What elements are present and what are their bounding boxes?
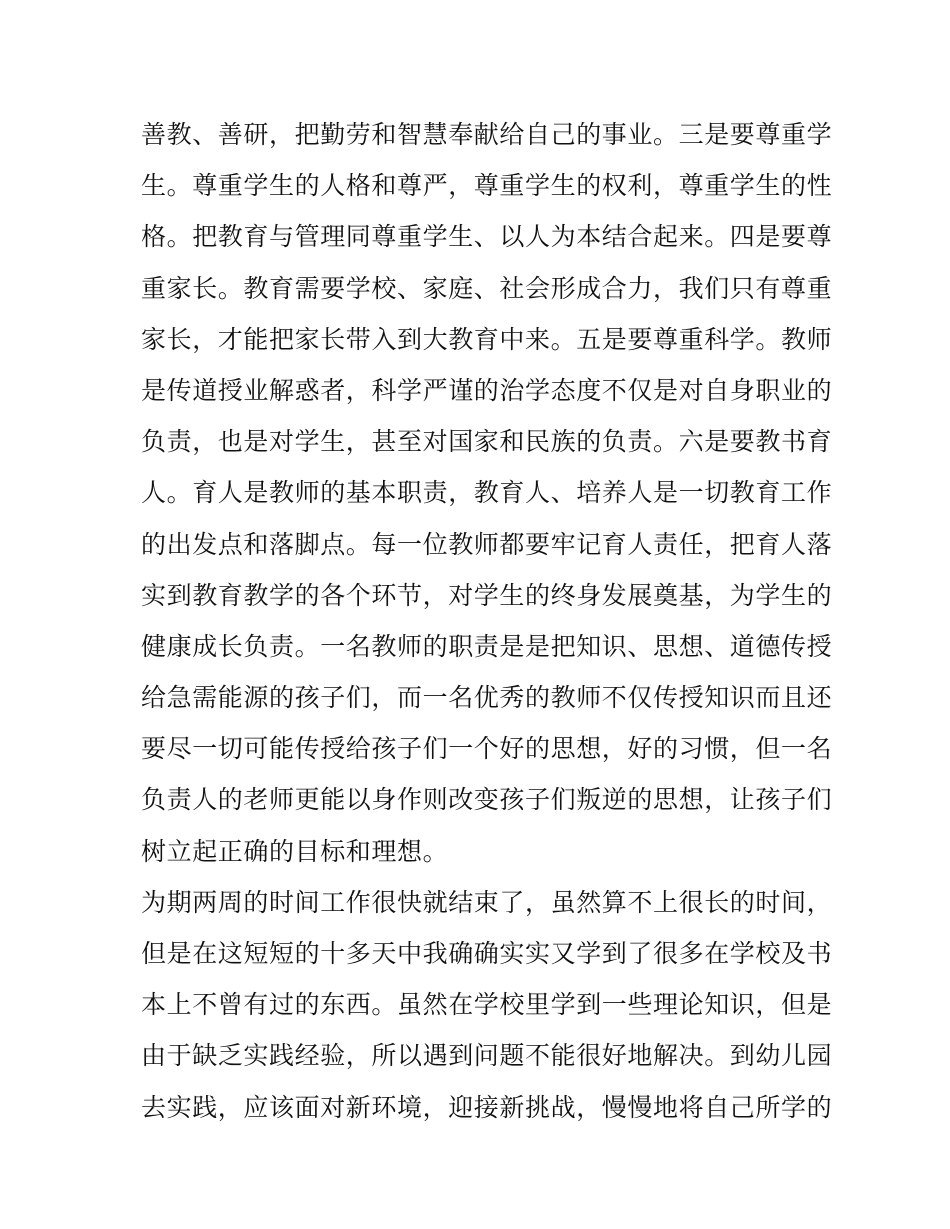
text-line: 给急需能源的孩子们，而一名优秀的教师不仅传授知识而且还 [141, 683, 833, 713]
text-line: 是传道授业解惑者，科学严谨的治学态度不仅是对自身职业的 [141, 375, 833, 405]
text-line: 的出发点和落脚点。每一位教师都要牢记育人责任，把育人落 [141, 529, 833, 559]
text-line: 由于缺乏实践经验，所以遇到问题不能很好地解决。到幼儿园 [141, 1041, 833, 1071]
text-line: 本上不曾有过的东西。虽然在学校里学到一些理论知识，但是 [141, 990, 833, 1020]
text-line: 去实践，应该面对新环境，迎接新挑战，慢慢地将自己所学的 [141, 1092, 833, 1122]
text-line: 树立起正确的目标和理想。 [141, 836, 449, 866]
text-line: 负责，也是对学生，甚至对国家和民族的负责。六是要教书育 [141, 427, 833, 457]
text-line: 为期两周的时间工作很快就结束了，虽然算不上很长的时间， [141, 887, 833, 917]
text-line: 实到教育教学的各个环节，对学生的终身发展奠基，为学生的 [141, 580, 833, 610]
text-line: 人。育人是教师的基本职责，教育人、培养人是一切教育工作 [141, 478, 833, 508]
text-line: 健康成长负责。一名教师的职责是是把知识、思想、道德传授 [141, 631, 833, 661]
text-line: 负责人的老师更能以身作则改变孩子们叛逆的思想，让孩子们 [141, 785, 833, 815]
text-line: 生。尊重学生的人格和尊严，尊重学生的权利，尊重学生的性 [141, 171, 833, 201]
text-line: 家长，才能把家长带入到大教育中来。五是要尊重科学。教师 [141, 324, 833, 354]
text-line: 格。把教育与管理同尊重学生、以人为本结合起来。四是要尊 [141, 222, 833, 252]
body-text [141, 109, 833, 1133]
text-line: 要尽一切可能传授给孩子们一个好的思想，好的习惯，但一名 [141, 734, 833, 764]
text-line: 但是在这短短的十多天中我确确实实又学到了很多在学校及书 [141, 939, 833, 968]
text-line: 重家长。教育需要学校、家庭、社会形成合力，我们只有尊重 [141, 273, 833, 303]
text-line: 善教、善研，把勤劳和智慧奉献给自己的事业。三是要尊重学 [141, 120, 833, 149]
